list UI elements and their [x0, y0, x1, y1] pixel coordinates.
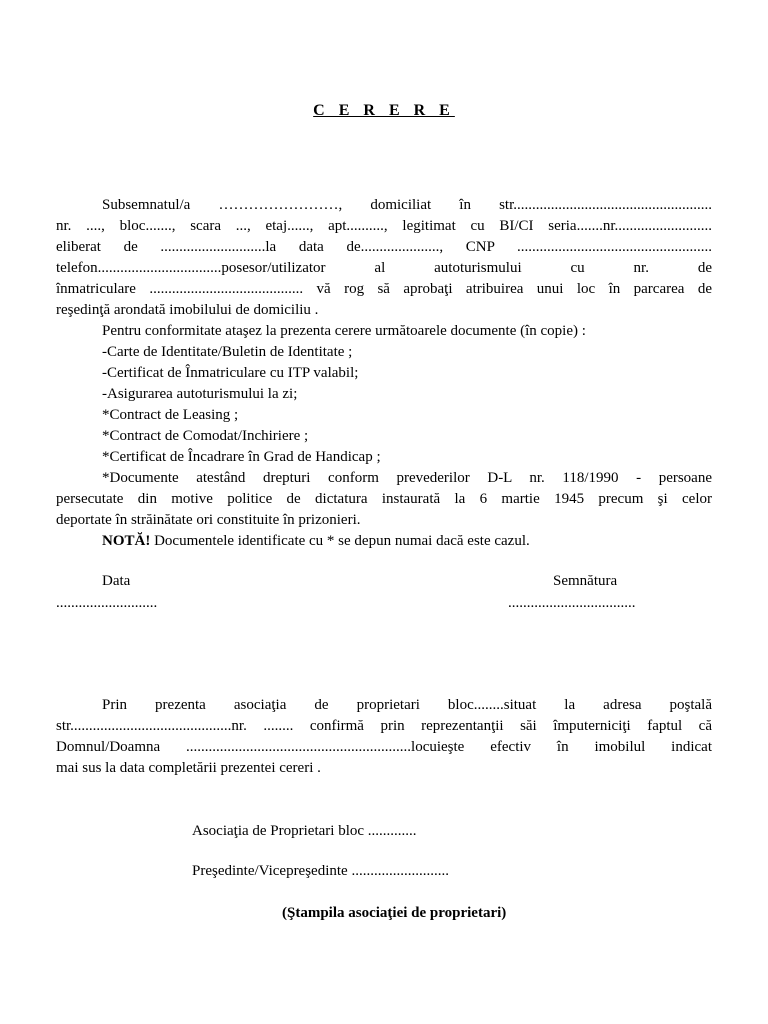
page-title: C E R E R E [313, 102, 455, 119]
request-line-5: înmatriculare ......................................... vă rog să aprobaţi atribuirea unui loc în parcarea de [56, 281, 712, 297]
attachments-intro: Pentru conformitate ataşez la prezenta cerere următoarele documente (în copie) : [102, 323, 586, 339]
document-item: *Certificat de Încadrare în Grad de Handicap ; [102, 449, 381, 465]
stamp-note: (Ştampila asociaţiei de proprietari) [282, 905, 507, 921]
association-line-4: mai sus la data completării prezentei cereri . [56, 760, 321, 776]
decree-line-1: *Documente atestând drepturi conform prevederilor D-L nr. 118/1990 - persoane [102, 470, 712, 486]
request-line-2: nr. ...., bloc......., scara ..., etaj......, apt.........., legitimat cu BI/CI seria.......nr.......................... [56, 218, 712, 234]
document-item: -Asigurarea autoturismului la zi; [102, 386, 298, 402]
request-line-6: reşedinţă arondată imobilului de domiciliu . [56, 302, 319, 318]
date-label: Data [102, 573, 131, 589]
request-line-3: eliberat de ............................la data de....................., CNP .................................................... [56, 239, 712, 255]
note-text: Documentele identificate cu * se depun numai dacă este cazul. [150, 533, 530, 549]
document-item: -Carte de Identitate/Buletin de Identitate ; [102, 344, 353, 360]
signature-field: .................................. [508, 595, 636, 611]
document-item: *Contract de Leasing ; [102, 407, 239, 423]
association-line-2: str...........................................nr. ........ confirmă prin reprezentanţii săi împuterniciţi faptul că [56, 718, 712, 734]
decree-line-2: persecutate din motive politice de dictatura instaurată la 6 martie 1945 precum şi celor [56, 491, 712, 507]
association-line-3: Domnul/Doamna ............................................................locuieşte efectiv în imobilul indicat [56, 739, 712, 755]
note-label: NOTĂ! [102, 533, 151, 549]
date-field: ........................... [56, 595, 158, 611]
president-field: Preşedinte/Vicepreşedinte .......................... [192, 863, 449, 879]
document-item: *Contract de Comodat/Inchiriere ; [102, 428, 309, 444]
association-paragraph [56, 695, 712, 779]
signature-label: Semnătura [553, 573, 618, 589]
association-name-field: Asociaţia de Proprietari bloc ............. [192, 823, 417, 839]
request-line-1: Subsemnatul/a ……………………, domiciliat în str..................................................... [102, 197, 712, 213]
decree-line-3: deportate în străinătate ori constituite în prizonieri. [56, 512, 361, 528]
request-line-4: telefon.................................posesor/utilizator al autoturismului cu nr. de [56, 260, 712, 276]
note-line [56, 531, 712, 552]
request-paragraph [56, 195, 712, 552]
document-item: -Certificat de Înmatriculare cu ITP valabil; [102, 365, 359, 381]
association-line-1: Prin prezenta asociaţia de proprietari bloc........situat la adresa poştală [102, 697, 712, 713]
